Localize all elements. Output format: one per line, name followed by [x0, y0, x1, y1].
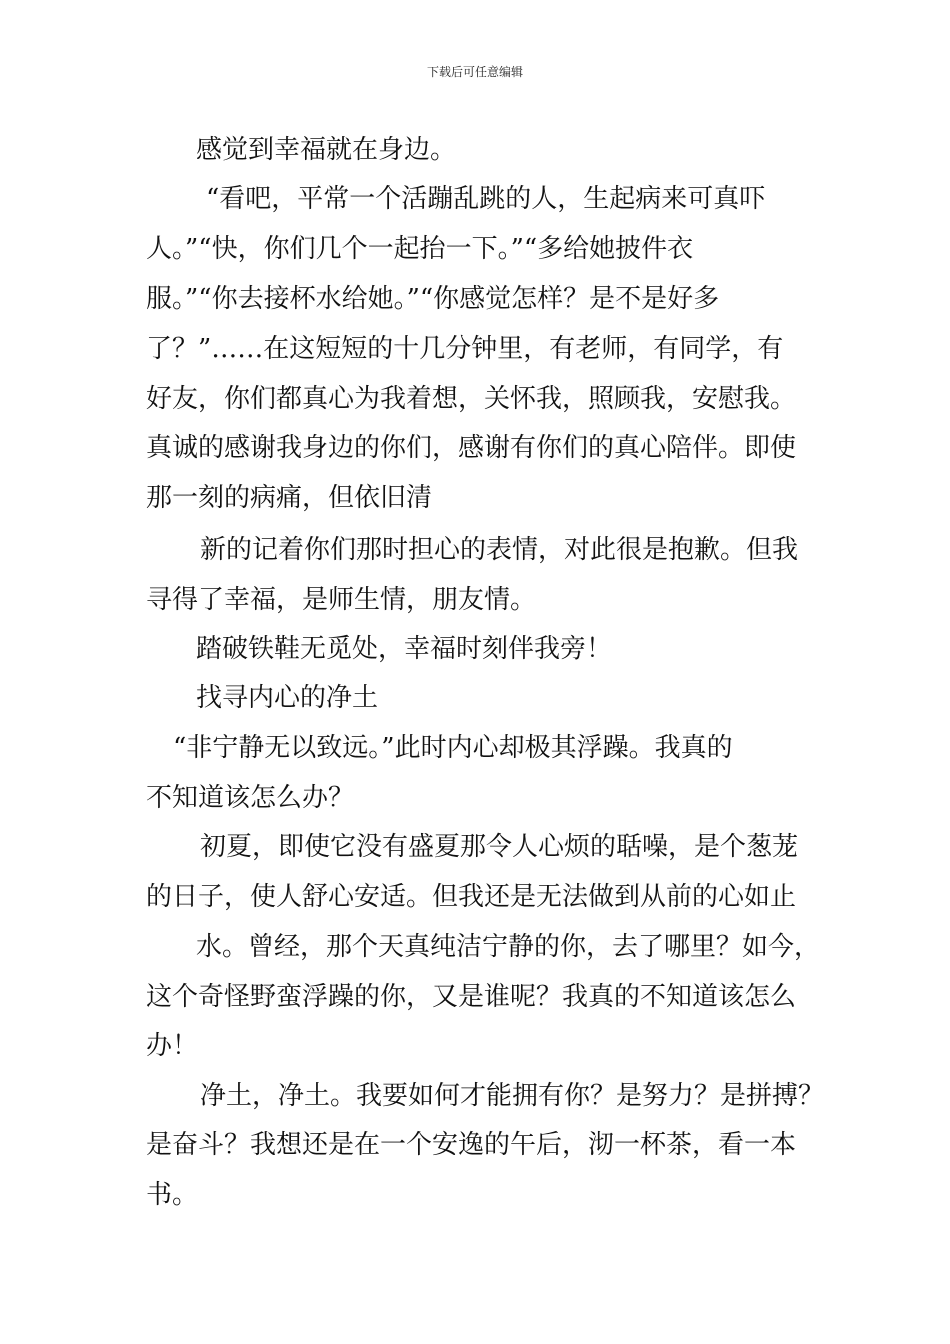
text-line: 感觉到幸福就在身边。 [196, 135, 457, 165]
text-line: 踏破铁鞋无觅处，幸福时刻伴我旁！ [196, 634, 613, 664]
text-line: “非宁静无以致远。”此时内心却极其浮躁。我真的 [173, 733, 733, 763]
text-line: 那一刻的病痛，但依旧清 [146, 483, 433, 513]
text-line: 人。”“快，你们几个一起抬一下。”“多给她披件衣 [146, 234, 694, 264]
text-line: 初夏，即使它没有盛夏那令人心烦的聒噪，是个葱茏 [200, 832, 799, 862]
text-line: 找寻内心的净土 [196, 683, 379, 713]
text-line: 寻得了幸福，是师生情，朋友情。 [146, 585, 537, 615]
text-line: 不知道该怎么办？ [146, 783, 355, 813]
text-line: 新的记着你们那时担心的表情，对此很是抱歉。但我 [200, 535, 799, 565]
text-line: 好友，你们都真心为我着想，关怀我，照顾我，安慰我。 [146, 384, 797, 414]
text-line: 净土，净土。我要如何才能拥有你？是努力？是拼搏？ [200, 1081, 825, 1111]
text-line: “看吧，平常一个活蹦乱跳的人，生起病来可真吓 [206, 184, 766, 214]
text-line: 的日子，使人舒心安适。但我还是无法做到从前的心如止 [146, 882, 797, 912]
text-line: 办！ [146, 1031, 199, 1061]
text-line: 了？”……在这短短的十几分钟里，有老师，有同学，有 [146, 334, 784, 364]
page-header: 下载后可任意编辑 [426, 65, 523, 79]
text-line: 这个奇怪野蛮浮躁的你，又是谁呢？我真的不知道该怎么 [146, 982, 797, 1012]
text-line: 书。 [146, 1180, 199, 1210]
text-line: 真诚的感谢我身边的你们，感谢有你们的真心陪伴。即使 [146, 433, 797, 463]
text-line: 水。曾经，那个天真纯洁宁静的你，去了哪里？如今， [196, 932, 821, 962]
text-line: 是奋斗？我想还是在一个安逸的午后，沏一杯茶，看一本 [146, 1130, 797, 1160]
text-line: 服。”“你去接杯水给她。”“你感觉怎样？是不是好多 [146, 284, 720, 314]
